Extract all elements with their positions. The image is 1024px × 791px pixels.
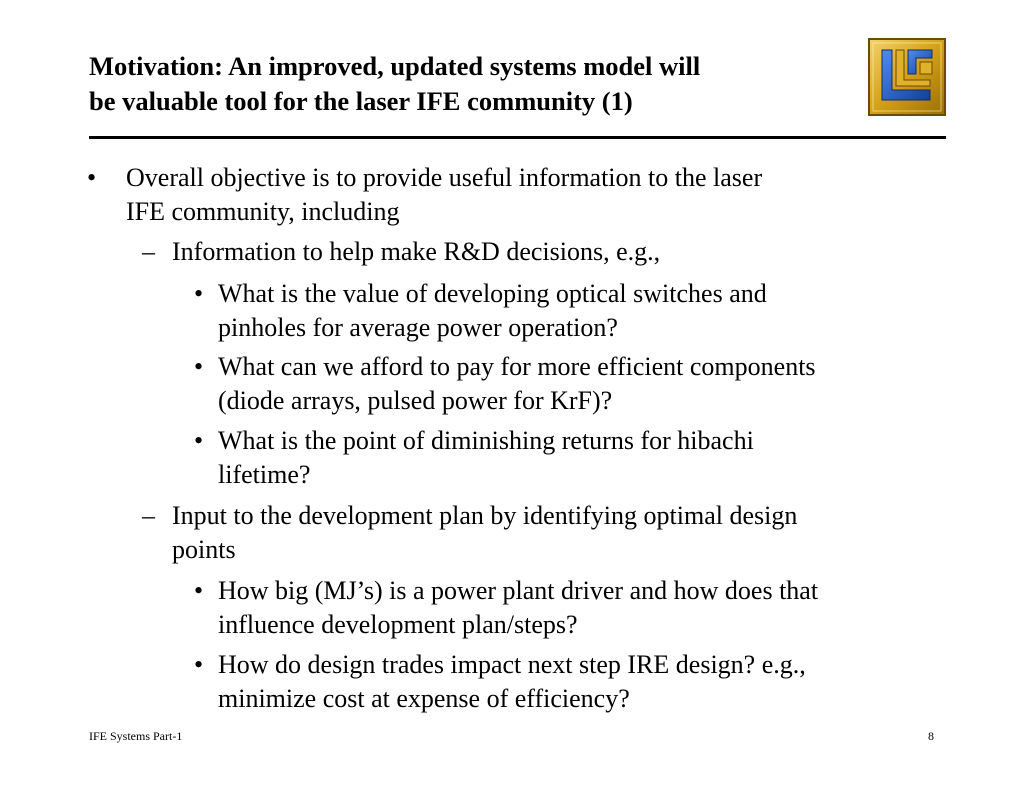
- bullet-text: [218, 277, 767, 345]
- bullet-text: [172, 499, 797, 567]
- bullet-marker: •: [194, 576, 204, 605]
- bullet-text: [172, 235, 660, 269]
- bullet-marker: •: [194, 426, 204, 455]
- bullet-item-level3: [194, 574, 818, 642]
- bullet-item-level3: [194, 350, 816, 418]
- dash-marker: –: [142, 237, 155, 266]
- bullet-item-level3: [194, 277, 767, 345]
- slide-title: [89, 49, 849, 119]
- bullet-text: [126, 161, 762, 229]
- page-number: 8: [928, 729, 934, 743]
- bullet-line: What can we afford to pay for more efficient components: [218, 352, 816, 381]
- bullet-item-level3: [194, 424, 754, 492]
- bullet-line: minimize cost at expense of efficiency?: [218, 684, 630, 713]
- bullet-marker: •: [194, 650, 204, 679]
- bullet-marker: •: [87, 163, 97, 192]
- dash-item-level2: [142, 499, 797, 567]
- bullet-line: What is the value of developing optical switches and: [218, 279, 767, 308]
- footer-caption: IFE Systems Part-1: [89, 729, 183, 743]
- dash-marker: –: [142, 501, 155, 530]
- slide-title-line-1: Motivation: An improved, updated systems model will: [89, 51, 701, 81]
- bullet-line: influence development plan/steps?: [218, 610, 578, 639]
- bullet-line: Input to the development plan by identifying optimal design: [172, 501, 798, 530]
- bullet-line: pinholes for average power operation?: [218, 313, 618, 342]
- bullet-marker: •: [194, 352, 204, 381]
- bullet-text: [218, 350, 816, 418]
- dash-item-level2: [142, 235, 660, 269]
- bullet-line: How big (MJ’s) is a power plant driver and how does that: [218, 576, 819, 605]
- bullet-line: How do design trades impact next step IRE design? e.g.,: [218, 650, 806, 679]
- title-divider: [89, 136, 946, 139]
- bullet-line: lifetime?: [218, 460, 311, 489]
- bullet-line: Overall objective is to provide useful information to the laser: [126, 163, 763, 192]
- bullet-line: What is the point of diminishing returns for hibachi: [218, 426, 754, 455]
- llnl-logo-icon: [868, 38, 946, 116]
- bullet-text: [218, 648, 806, 716]
- bullet-text: [218, 424, 754, 492]
- bullet-line: IFE community, including: [126, 197, 400, 226]
- bullet-line: (diode arrays, pulsed power for KrF)?: [218, 386, 613, 415]
- bullet-item-level1: [87, 161, 762, 229]
- bullet-line: Information to help make R&D decisions, e.g.,: [172, 237, 661, 266]
- bullet-marker: •: [194, 279, 204, 308]
- bullet-text: [218, 574, 818, 642]
- bullet-item-level3: [194, 648, 806, 716]
- slide-title-line-2: be valuable tool for the laser IFE community (1): [89, 86, 633, 116]
- bullet-line: points: [172, 535, 236, 564]
